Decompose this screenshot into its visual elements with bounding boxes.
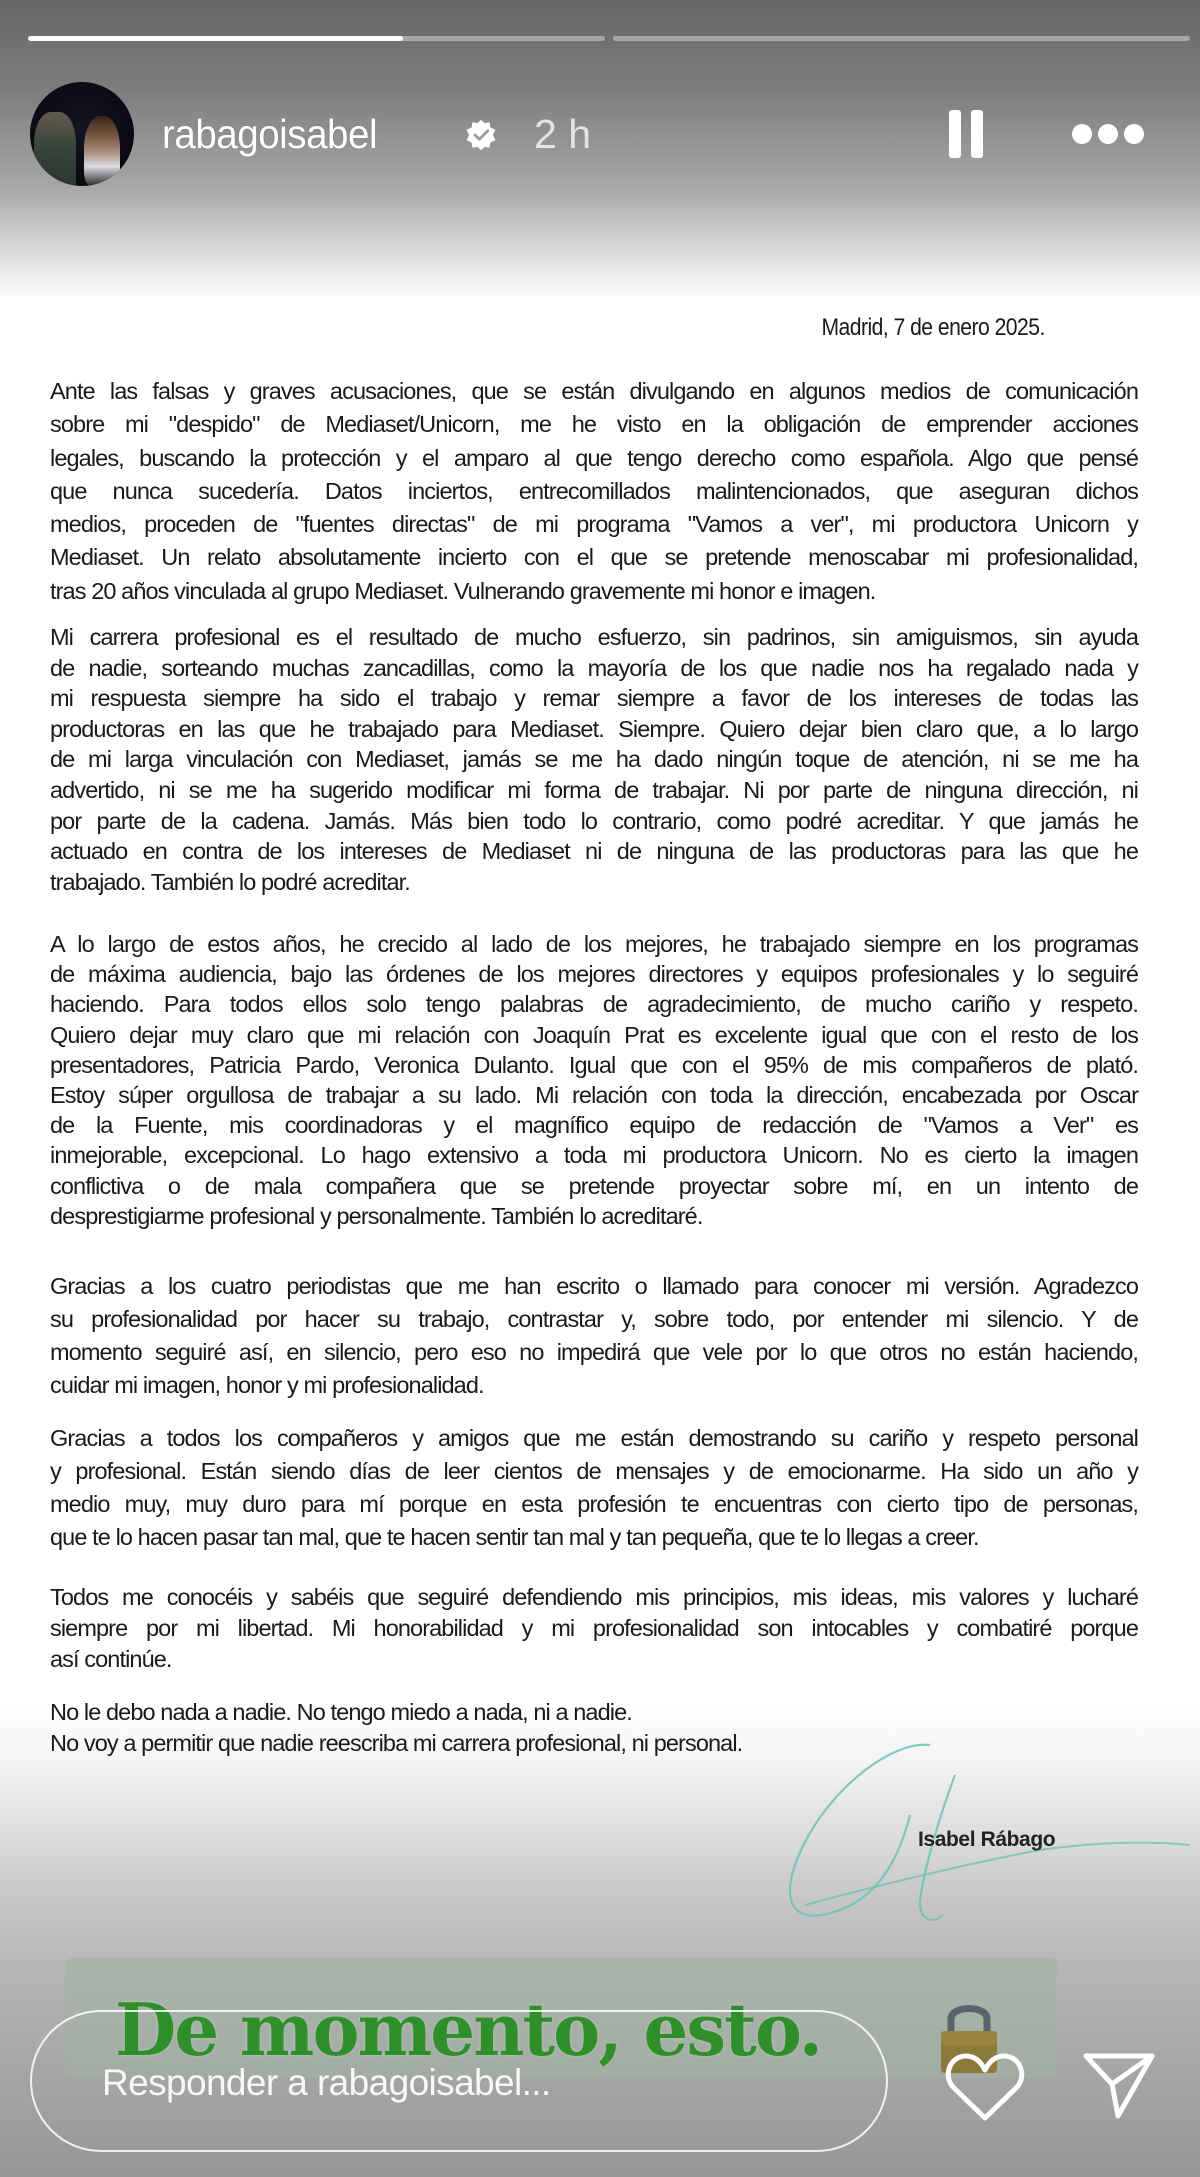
letter-line: presentadores, Patricia Pardo, Veronica Dulanto. Igual que con el 95% de mis compañeros de plató. bbox=[50, 1051, 1138, 1078]
letter-line: productoras en las que he trabajado para Mediaset. Siempre. Quiero dejar bien claro que, a lo largo bbox=[50, 715, 1138, 742]
avatar-figure-right bbox=[84, 116, 120, 186]
letter-line: conflictiva o de mala compañera que se pretende proyectar sobre mí, en un intento de bbox=[50, 1172, 1138, 1199]
letter-line: de mi larga vinculación con Mediaset, jamás se me ha dado ningún toque de atención, ni se me ha bbox=[50, 746, 1138, 773]
progress-fill bbox=[28, 36, 403, 41]
story-progress-bar bbox=[28, 36, 1190, 41]
letter-line: desprestigiarme profesional y personalmente. También lo acreditaré. bbox=[50, 1202, 703, 1229]
letter-line: Gracias a los cuatro periodistas que me han escrito o llamado para conocer mi versión. Agradezco bbox=[50, 1273, 1138, 1299]
text-sticker: De momento, esto. bbox=[115, 1987, 822, 2072]
letter-line: medio muy, muy duro para mí porque en esta profesión te encuentras con cierto tipo de personas, bbox=[50, 1491, 1138, 1517]
more-dot-icon bbox=[1124, 124, 1144, 144]
letter-line: Todos me conocéis y sabéis que seguiré defendiendo mis principios, mis ideas, mis valores y lucharé bbox=[50, 1584, 1138, 1610]
letter-line: Estoy súper orgullosa de trabajar a su lado. Mi relación con toda la dirección, encabezada por Oscar bbox=[50, 1081, 1138, 1108]
letter-line: de máxima audiencia, bajo las órdenes de los mejores directores y equipos profesionales y lo seguiré bbox=[50, 961, 1138, 988]
letter-line: sobre mi "despido" de Mediaset/Unicorn, me he visto en la obligación de emprender acciones bbox=[50, 411, 1138, 438]
letter-line: No le debo nada a nadie. No tengo miedo a nada, ni a nadie. bbox=[50, 1699, 632, 1725]
letter-paragraph-6 bbox=[50, 1582, 1138, 1675]
letter-line: A lo largo de estos años, he crecido al lado de los mejores, he trabajado siempre en los programas bbox=[50, 931, 1138, 957]
username-link[interactable]: rabagoisabel bbox=[162, 111, 378, 157]
letter-line: siempre por mi libertad. Mi honorabilidad y mi profesionalidad son intocables y combatiré porque bbox=[50, 1615, 1138, 1641]
signature bbox=[760, 1735, 1200, 1935]
letter-line: y profesional. Están siendo días de leer cientos de mensajes y de emocionarme. Ha sido un año y bbox=[50, 1458, 1138, 1484]
letter-line: Gracias a todos los compañeros y amigos que me están demostrando su cariño y respeto personal bbox=[50, 1425, 1138, 1451]
more-dot-icon bbox=[1072, 124, 1092, 144]
letter-line: de la Fuente, mis coordinadoras y el magnífico equipo de redacción de "Vamos a Ver" es bbox=[50, 1112, 1138, 1139]
letter-line: mi respuesta siempre ha sido el trabajo y remar siempre a favor de los intereses de todas las bbox=[50, 685, 1138, 712]
letter-line: que nunca sucedería. Datos inciertos, entrecomillados malintencionados, que aseguran dichos bbox=[50, 477, 1138, 504]
letter-paragraph-1 bbox=[50, 375, 1138, 608]
letter-line: haciendo. Para todos ellos solo tengo palabras de agradecimiento, de mucho cariño y respeto. bbox=[50, 991, 1138, 1018]
letter-line: Mi carrera profesional es el resultado de mucho esfuerzo, sin padrinos, sin amiguismos, sin ayuda bbox=[50, 624, 1138, 650]
letter-line: legales, buscando la protección y el amparo al que tengo derecho como española. Algo que pensé bbox=[50, 444, 1138, 471]
progress-segment-1[interactable] bbox=[28, 36, 605, 41]
letter-line: cuidar mi imagen, honor y mi profesionalidad. bbox=[50, 1372, 484, 1398]
letter-line: tras 20 años vinculada al grupo Mediaset. Vulnerando gravemente mi honor e imagen. bbox=[50, 577, 876, 604]
signature-name: Isabel Rábago bbox=[918, 1828, 1056, 1851]
progress-segment-2[interactable] bbox=[613, 36, 1190, 41]
letter-line: medios, proceden de "fuentes directas" de mi programa "Vamos a ver", mi productora Unicorn y bbox=[50, 511, 1138, 538]
post-time: 2 h bbox=[534, 111, 591, 157]
heart-icon[interactable] bbox=[944, 2050, 1026, 2124]
more-options-button[interactable] bbox=[1072, 122, 1144, 146]
letter-line: momento seguiré así, en silencio, pero eso no impedirá que vele por lo que otros no están haciendo, bbox=[50, 1339, 1138, 1365]
letter-paragraph-5 bbox=[50, 1422, 1138, 1554]
verified-badge-icon bbox=[464, 118, 498, 152]
letter-line: Ante las falsas y graves acusaciones, que se están divulgando en algunos medios de comunicación bbox=[50, 378, 1138, 404]
story-header bbox=[30, 82, 1180, 186]
letter-paragraph-3 bbox=[50, 929, 1138, 1231]
letter-line: inmejorable, excepcional. Lo hago extensivo a toda mi productora Unicorn. No es cierto la imagen bbox=[50, 1142, 1138, 1169]
letter-line: su profesionalidad por hacer su trabajo, contrastar y, sobre todo, por entender mi silencio. Y de bbox=[50, 1306, 1138, 1332]
letter-line: así continúe. bbox=[50, 1646, 172, 1672]
letter-line: que te lo hacen pasar tan mal, que te hacen sentir tan mal y tan pequeña, que te lo llegas a creer. bbox=[50, 1524, 979, 1550]
send-icon[interactable] bbox=[1080, 2048, 1158, 2122]
letter-line: Quiero dejar muy claro que mi relación con Joaquín Prat es excelente igual que con el resto de los bbox=[50, 1021, 1138, 1048]
letter-line: Mediaset. Un relato absolutamente incierto con el que se pretende menoscabar mi profesionalidad, bbox=[50, 544, 1138, 571]
letter-date: Madrid, 7 de enero 2025. bbox=[821, 314, 1045, 341]
pause-icon-bar bbox=[949, 110, 961, 158]
letter-line: por parte de la cadena. Jamás. Más bien todo lo contrario, como podré acreditar. Y que jamás he bbox=[50, 807, 1138, 834]
avatar-figure-left bbox=[34, 112, 76, 186]
pause-icon-bar bbox=[971, 110, 983, 158]
letter-line: de nadie, sorteando muchas zancadillas, como la mayoría de los que nadie nos ha regalado nada y bbox=[50, 654, 1138, 681]
reply-input-container[interactable] bbox=[30, 2010, 888, 2152]
more-dot-icon bbox=[1098, 124, 1118, 144]
letter-line: advertido, ni se me ha sugerido modificar mi forma de trabajar. Ni por parte de ninguna dirección, ni bbox=[50, 776, 1138, 803]
letter-line: actuado en contra de los intereses de Mediaset ni de ninguna de las productoras para las que he bbox=[50, 838, 1138, 865]
reply-input[interactable] bbox=[100, 2054, 844, 2112]
letter-line: No voy a permitir que nadie reescriba mi carrera profesional, ni personal. bbox=[50, 1730, 743, 1756]
pause-button[interactable] bbox=[949, 110, 985, 158]
letter-line: trabajado. También lo podré acreditar. bbox=[50, 868, 410, 895]
avatar[interactable] bbox=[30, 82, 134, 186]
letter-paragraph-2 bbox=[50, 622, 1138, 897]
letter-paragraph-4 bbox=[50, 1270, 1138, 1402]
